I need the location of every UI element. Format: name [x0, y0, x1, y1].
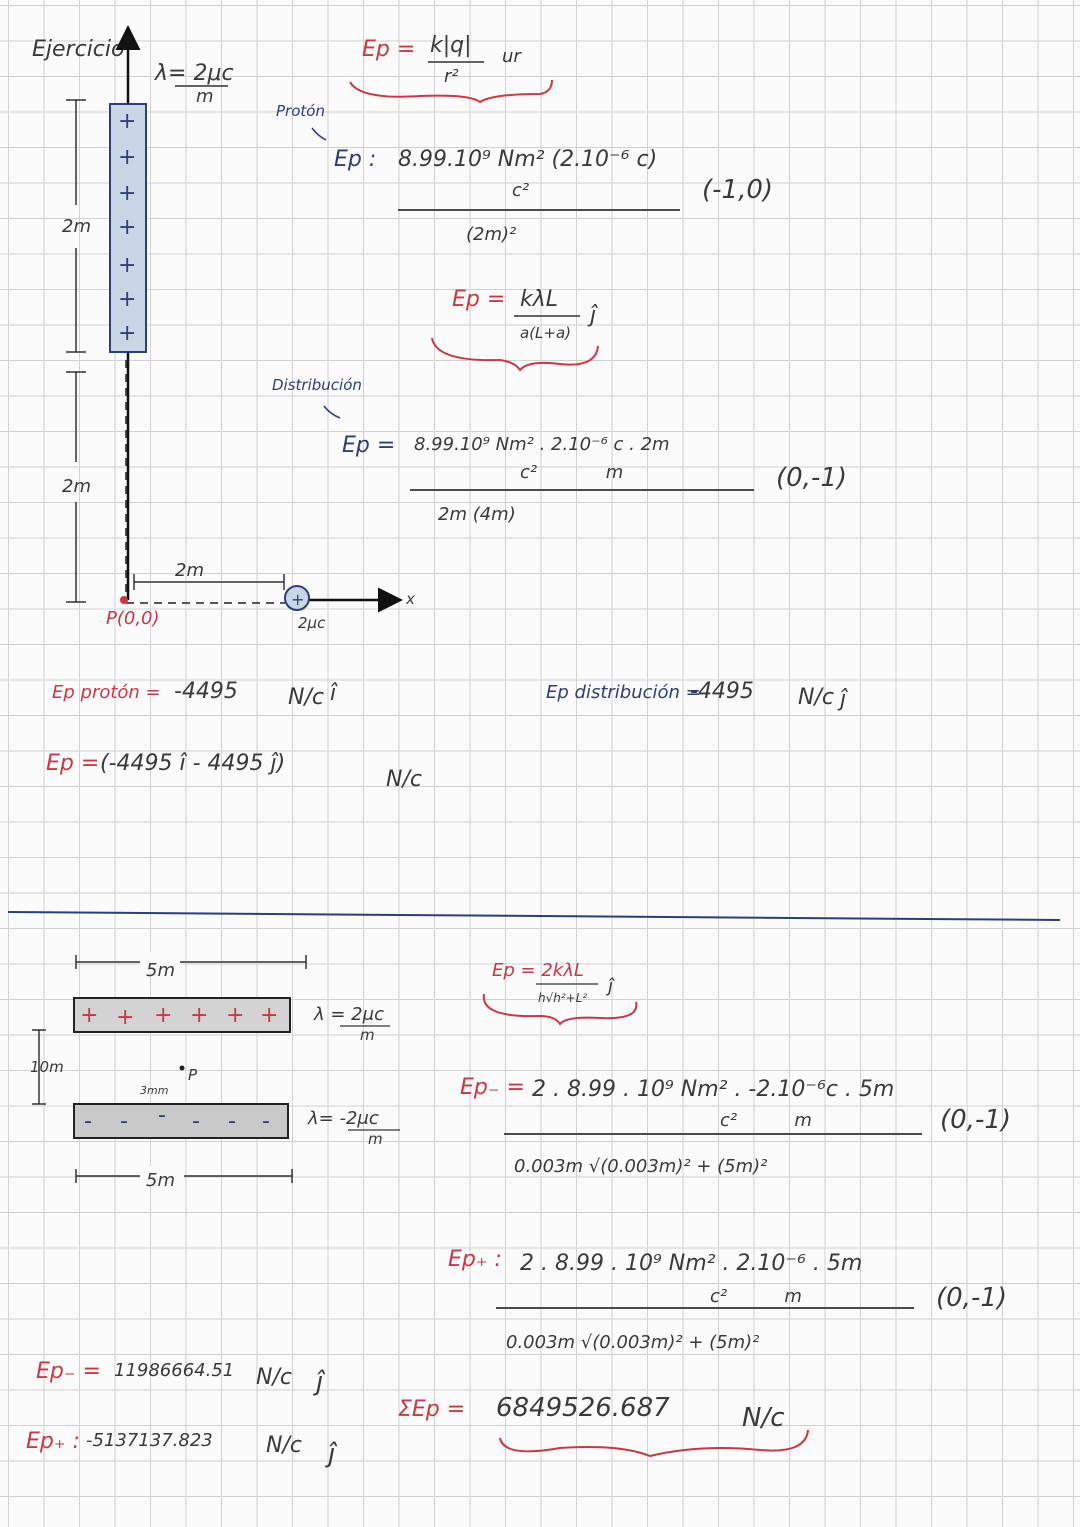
eq-distribution-numer: 8.99.10⁹ Nm² . 2.10⁻⁶ c . 2m — [414, 434, 670, 455]
res-plus-value: -5137137.823 — [86, 1430, 213, 1451]
res-plus-unit: N/c — [266, 1433, 302, 1458]
proton-symbol: + — [291, 590, 305, 609]
result-distribution-unit: N/c — [798, 685, 834, 710]
point-p2-label: P — [188, 1066, 198, 1084]
result-proton-unit: N/c — [288, 685, 324, 710]
equation-proton — [276, 102, 773, 245]
res-minus-value: 11986664.51 — [114, 1360, 235, 1381]
result-distribution-lhs: Ep distribución = — [546, 682, 701, 703]
red-underbrace — [500, 1430, 808, 1456]
rod-charge: + — [118, 287, 137, 312]
result-distribution-dir: ĵ — [840, 687, 847, 712]
res-minus-lhs: Ep₋ = — [36, 1359, 101, 1384]
red-underbrace — [432, 338, 598, 370]
dimension-horizontal — [134, 574, 284, 590]
results-part2 — [26, 1359, 808, 1469]
plus-charge: + — [260, 1003, 279, 1028]
equation-distribution — [272, 376, 847, 525]
label-proton: Protón — [276, 102, 325, 120]
minus-charge: - — [192, 1109, 200, 1134]
point-p2 — [180, 1066, 185, 1071]
formula-lhs: Ep = — [362, 37, 416, 62]
eq-minus-dir: (0,-1) — [940, 1105, 1012, 1135]
result-total-value: (-4495 î - 4495 ĵ) — [100, 751, 286, 776]
point-p — [120, 596, 128, 604]
formula-part2 — [484, 960, 637, 1024]
plate-length-top: 5m — [146, 960, 175, 981]
rod-charge: + — [118, 109, 137, 134]
separation-label: 10m — [30, 1058, 64, 1076]
sum-unit: N/c — [742, 1403, 785, 1433]
formula-denom: r² — [444, 66, 459, 87]
result-proton-lhs: Ep protón = — [52, 682, 161, 703]
eq-distribution-numer-sub: c² m — [520, 462, 624, 483]
lambda-label: λ= 2μc — [155, 61, 234, 86]
plus-charge: + — [116, 1005, 135, 1030]
eq-minus-denom: 0.003m √(0.003m)² + (5m)² — [514, 1156, 768, 1177]
label-distribution: Distribución — [272, 376, 362, 394]
eq-proton-lhs: Ep : — [334, 147, 377, 172]
point-p-label: P(0,0) — [106, 608, 160, 629]
formula-unit: ur — [502, 46, 521, 67]
results-part1 — [46, 679, 848, 792]
eq-plus-dir: (0,-1) — [936, 1283, 1008, 1313]
lambda-positive-unit: m — [360, 1026, 375, 1044]
exercise-title: Ejercicio — [32, 37, 125, 62]
rod-length-label: 2m — [62, 216, 91, 237]
rod-charge: + — [118, 145, 137, 170]
formula2-unit: ĵ — [608, 976, 614, 997]
rod-charges — [118, 109, 136, 346]
lambda-unit: m — [196, 86, 214, 107]
minus-charge: - — [228, 1109, 236, 1134]
minus-charge: - — [120, 1109, 128, 1134]
eq-plus-lhs: Ep₊ : — [448, 1247, 502, 1272]
formula-line-unit: ĵ — [590, 303, 597, 328]
rod-charge: + — [118, 321, 137, 346]
sum-value: 6849526.687 — [496, 1393, 670, 1423]
eq-plus-denom: 0.003m √(0.003m)² + (5m)² — [506, 1332, 760, 1353]
positive-plate — [74, 998, 290, 1032]
plus-charge: + — [190, 1003, 209, 1028]
formula-point-charge — [350, 33, 552, 102]
eq-proton-numer-sub: c² — [512, 180, 530, 201]
eq-distribution-denom: 2m (4m) — [438, 504, 516, 525]
eq-minus-numer: 2 . 8.99 . 10⁹ Nm² . -2.10⁻⁶c . 5m — [532, 1077, 895, 1102]
eq-proton-dir: (-1,0) — [702, 175, 774, 205]
plus-charge: + — [80, 1003, 99, 1028]
res-plus-dir: ĵ — [328, 1439, 336, 1469]
minus-charge: - — [158, 1103, 166, 1128]
eq-proton-denom: (2m)² — [466, 224, 517, 245]
plus-charge: + — [154, 1003, 173, 1028]
rod-charge: + — [118, 181, 137, 206]
formula-line-numer: kλL — [520, 287, 559, 312]
plus-charge: + — [226, 1003, 245, 1028]
equation-positive-plate — [448, 1247, 1007, 1353]
lambda-negative-unit: m — [368, 1130, 383, 1148]
negative-plate — [74, 1104, 288, 1138]
part2-diagram — [30, 952, 400, 1191]
eq-minus-numer-sub: c² m — [720, 1110, 812, 1131]
gap-length-label: 2m — [62, 476, 91, 497]
formula-numer: k|q| — [430, 33, 472, 58]
x-axis-label: x — [406, 590, 415, 608]
result-total-unit: N/c — [386, 767, 422, 792]
formula-line-lhs: Ep = — [452, 287, 506, 312]
section-divider — [8, 912, 1060, 920]
res-plus-lhs: Ep₊ : — [26, 1429, 80, 1454]
lambda-negative: λ= -2μc — [308, 1108, 379, 1129]
res-minus-dir: ĵ — [316, 1367, 324, 1397]
gap-label: 3mm — [140, 1084, 169, 1097]
formula2-denom: h√h²+L² — [538, 991, 588, 1005]
formula-line-denom: a(L+a) — [520, 324, 572, 342]
eq-distribution-lhs: Ep = — [342, 433, 396, 458]
formula-finite-line — [432, 287, 598, 370]
eq-plus-numer-sub: c² m — [710, 1286, 802, 1307]
eq-plus-numer: 2 . 8.99 . 10⁹ Nm² . 2.10⁻⁶ . 5m — [520, 1251, 863, 1276]
lambda-positive: λ = 2μc — [314, 1004, 384, 1025]
eq-distribution-dir: (0,-1) — [776, 463, 848, 493]
eq-proton-numer: 8.99.10⁹ Nm² (2.10⁻⁶ c) — [398, 147, 658, 172]
eq-minus-lhs: Ep₋ = — [460, 1075, 525, 1100]
result-proton-dir: î — [330, 681, 337, 706]
result-distribution-value: -4495 — [690, 679, 754, 704]
proton-charge: 2μc — [298, 614, 326, 632]
result-proton-value: -4495 — [174, 679, 238, 704]
formula2-lhs: Ep = 2kλL — [492, 960, 584, 981]
horizontal-length-label: 2m — [175, 560, 204, 581]
rod-charge: + — [118, 215, 137, 240]
part1-diagram — [32, 30, 415, 632]
equation-negative-plate — [460, 1075, 1011, 1177]
res-minus-unit: N/c — [256, 1365, 292, 1390]
minus-charge: - — [262, 1109, 270, 1134]
rod-charge: + — [118, 253, 137, 278]
minus-charge: - — [84, 1109, 92, 1134]
result-total-lhs: Ep = — [46, 751, 100, 776]
plate-length-bottom: 5m — [146, 1170, 175, 1191]
sum-lhs: ΣEp = — [398, 1397, 466, 1422]
